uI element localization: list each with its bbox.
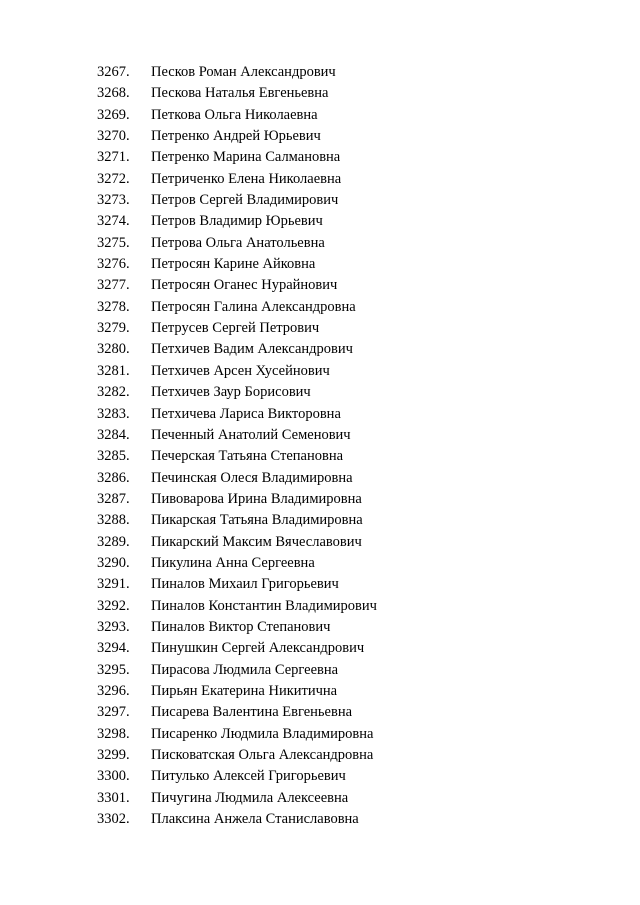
list-item: [97, 126, 377, 147]
entry-number: 3273.: [97, 192, 130, 209]
list-item: [97, 766, 377, 787]
list-item: [97, 510, 377, 531]
list-item: [97, 211, 377, 232]
list-item: [97, 275, 377, 296]
list-item: [97, 318, 377, 339]
entry-name: Плаксина Анжела Станиславовна: [151, 811, 359, 828]
entry-name: Петренко Андрей Юрьевич: [151, 128, 321, 145]
entry-name: Петриченко Елена Николаевна: [151, 170, 342, 187]
entry-number: 3299.: [97, 747, 130, 763]
entry-name: Писковатская Ольга Александровна: [151, 747, 374, 763]
entry-number: 3287.: [97, 490, 130, 507]
entry-name: Пескова Наталья Евгеньевна: [151, 85, 329, 102]
entry-name: Пирьян Екатерина Никитична: [151, 682, 338, 699]
entry-number: 3283.: [97, 405, 130, 422]
entry-name: Пикарская Татьяна Владимировна: [151, 512, 363, 529]
list-item: [97, 468, 377, 489]
entry-name: Петров Сергей Владимирович: [151, 192, 339, 209]
list-item: [97, 382, 377, 403]
entry-number: 3272.: [97, 170, 130, 187]
entry-name: Петров Владимир Юрьевич: [151, 213, 323, 230]
entry-number: 3284.: [97, 426, 130, 443]
entry-number: 3271.: [97, 149, 130, 166]
entry-number: 3279.: [97, 320, 130, 337]
entry-number: 3281.: [97, 362, 130, 379]
entry-number: 3292.: [97, 597, 130, 614]
list-item: [97, 105, 377, 126]
entry-number: 3302.: [97, 811, 130, 828]
entry-name: Петкова Ольга Николаевна: [151, 106, 318, 123]
list-item: [97, 169, 377, 190]
entry-number: 3297.: [97, 704, 130, 721]
list-item: [97, 404, 377, 425]
entry-name: Петрова Ольга Анатольевна: [151, 234, 325, 251]
entry-number: 3277.: [97, 277, 130, 294]
list-item: [97, 62, 377, 83]
entry-number: 3301.: [97, 789, 130, 806]
entry-number: 3288.: [97, 512, 130, 529]
entry-number: 3294.: [97, 640, 130, 657]
entry-number: 3300.: [97, 768, 130, 785]
entry-name: Петхичев Вадим Александрович: [151, 341, 353, 358]
list-item: [97, 425, 377, 446]
entry-name: Петросян Оганес Нурайнович: [151, 277, 338, 294]
entry-name: Печерская Татьяна Степановна: [151, 448, 344, 465]
entry-name: Петренко Марина Салмановна: [151, 149, 341, 166]
entry-name: Печенный Анатолий Семенович: [151, 426, 351, 443]
entry-name: Пиналов Константин Владимирович: [151, 597, 377, 614]
entry-number: 3268.: [97, 85, 130, 102]
list-item: [97, 83, 377, 104]
entry-name: Печинская Олеся Владимировна: [151, 469, 353, 486]
list-item: [97, 596, 377, 617]
list-item: [97, 553, 377, 574]
list-item: [97, 339, 377, 360]
entry-name: Пичугина Людмила Алексеевна: [151, 789, 349, 806]
entry-name: Писаренко Людмила Владимировна: [151, 725, 374, 742]
list-item: [97, 361, 377, 382]
entry-number: 3275.: [97, 234, 130, 251]
list-item: [97, 446, 377, 467]
entry-number: 3286.: [97, 469, 130, 486]
entry-name: Петхичева Лариса Викторовна: [151, 405, 341, 422]
entry-number: 3291.: [97, 576, 130, 593]
entry-name: Пинушкин Сергей Александрович: [151, 640, 365, 657]
entry-name: Питулько Алексей Григорьевич: [151, 768, 346, 785]
list-item: [97, 617, 377, 638]
list-item: [97, 147, 377, 168]
entry-name: Пиналов Михаил Григорьевич: [151, 576, 339, 593]
entry-name: Пивоварова Ирина Владимировна: [151, 490, 362, 507]
entry-name: Петрусев Сергей Петрович: [151, 320, 320, 337]
list-item: [97, 489, 377, 510]
list-item: [97, 254, 377, 275]
entry-number: 3293.: [97, 618, 130, 635]
entry-name: Петросян Галина Александровна: [151, 298, 356, 315]
entry-number: 3296.: [97, 682, 130, 699]
entry-number: 3280.: [97, 341, 130, 358]
entry-number: 3274.: [97, 213, 130, 230]
entry-number: 3270.: [97, 128, 130, 145]
entry-name: Песков Роман Александрович: [151, 64, 336, 80]
entry-number: 3290.: [97, 554, 130, 571]
entry-number: 3289.: [97, 533, 130, 550]
entry-number: 3269.: [97, 106, 130, 123]
entry-name: Пикарский Максим Вячеславович: [151, 533, 362, 550]
entry-name: Пирасова Людмила Сергеевна: [151, 661, 339, 678]
entry-number: 3278.: [97, 298, 130, 315]
entry-name: Петросян Карине Айковна: [151, 256, 316, 273]
list-item: [97, 788, 377, 809]
entry-number: 3295.: [97, 661, 130, 678]
entry-number: 3285.: [97, 448, 130, 465]
entry-name: Писарева Валентина Евгеньевна: [151, 704, 353, 721]
entry-name: Пиналов Виктор Степанович: [151, 618, 331, 635]
list-item: [97, 745, 377, 766]
entry-number: 3276.: [97, 256, 130, 273]
entry-number: 3282.: [97, 384, 130, 401]
list-item: [97, 809, 377, 830]
list-item: [97, 702, 377, 723]
list-item: [97, 233, 377, 254]
list-item: [97, 574, 377, 595]
name-list: [97, 62, 377, 830]
entry-number: 3267.: [97, 64, 130, 80]
list-item: [97, 724, 377, 745]
list-item: [97, 660, 377, 681]
entry-name: Петхичев Заур Борисович: [151, 384, 311, 401]
entry-number: 3298.: [97, 725, 130, 742]
list-item: [97, 297, 377, 318]
list-item: [97, 681, 377, 702]
entry-name: Пикулина Анна Сергеевна: [151, 554, 315, 571]
list-item: [97, 638, 377, 659]
list-item: [97, 190, 377, 211]
entry-name: Петхичев Арсен Хусейнович: [151, 362, 330, 379]
list-item: [97, 532, 377, 553]
